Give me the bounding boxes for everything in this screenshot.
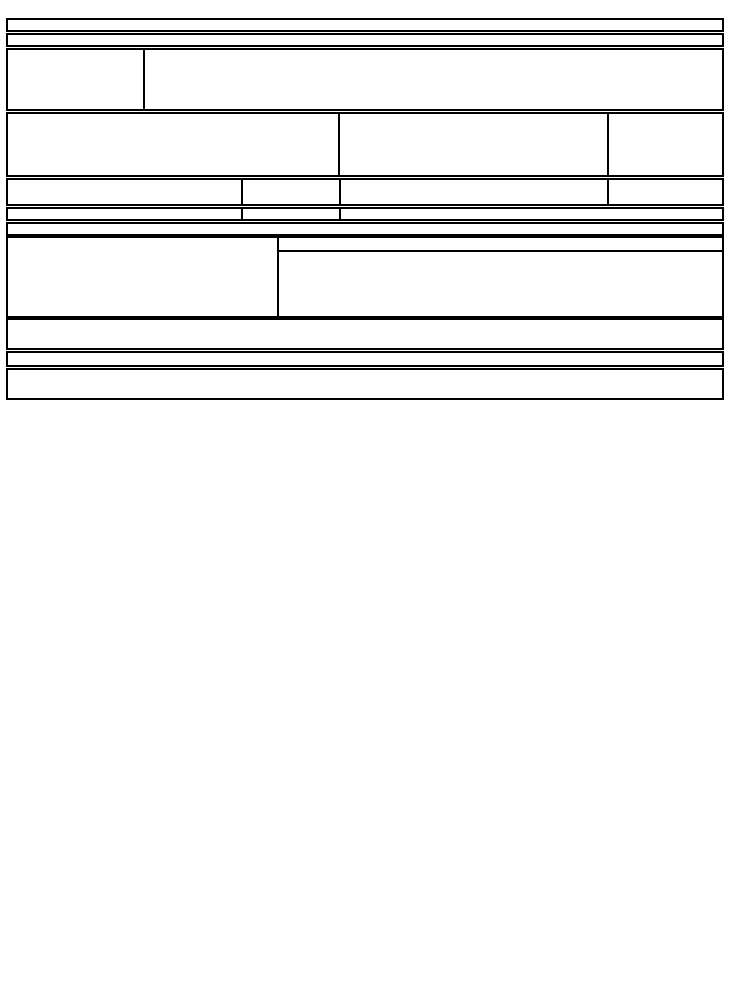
allgemeine-header-row xyxy=(6,33,724,47)
section-header-fachparameter xyxy=(6,222,724,236)
empty-cell xyxy=(339,209,722,219)
dimensions-block xyxy=(6,48,724,111)
max-temp-label xyxy=(339,180,607,204)
footnote-text xyxy=(8,370,722,398)
weblink-url xyxy=(8,353,722,365)
dimensions-grid xyxy=(143,50,722,109)
fach-column-headers xyxy=(279,252,722,316)
winterschaltung-value xyxy=(241,209,339,219)
section-header-allgemeine xyxy=(6,18,724,32)
winterschaltung-row xyxy=(6,207,724,221)
max-temp-value xyxy=(607,180,722,204)
section-label xyxy=(8,20,722,30)
min-temp-value xyxy=(241,180,339,204)
weblink-text xyxy=(8,320,722,348)
weblink-url-row xyxy=(6,351,724,367)
fach-header-block xyxy=(6,236,724,318)
eei-rows xyxy=(8,114,338,175)
ambient-temperature-row xyxy=(6,178,724,206)
fachtyp-header xyxy=(8,238,277,316)
page-title xyxy=(0,0,730,7)
fach-group-header xyxy=(279,238,722,252)
footnote-row xyxy=(6,368,724,400)
klimaklasse-label xyxy=(338,114,607,175)
eei-klimaklasse-block xyxy=(6,112,724,177)
dimensions-label xyxy=(8,50,143,109)
fach-header-right xyxy=(277,238,722,316)
section-label xyxy=(8,224,241,234)
min-temp-label xyxy=(8,180,241,204)
winterschaltung-label xyxy=(8,209,241,219)
datasheet-table xyxy=(6,18,724,400)
klimaklasse-value xyxy=(607,114,722,175)
weblink-row xyxy=(6,318,724,350)
